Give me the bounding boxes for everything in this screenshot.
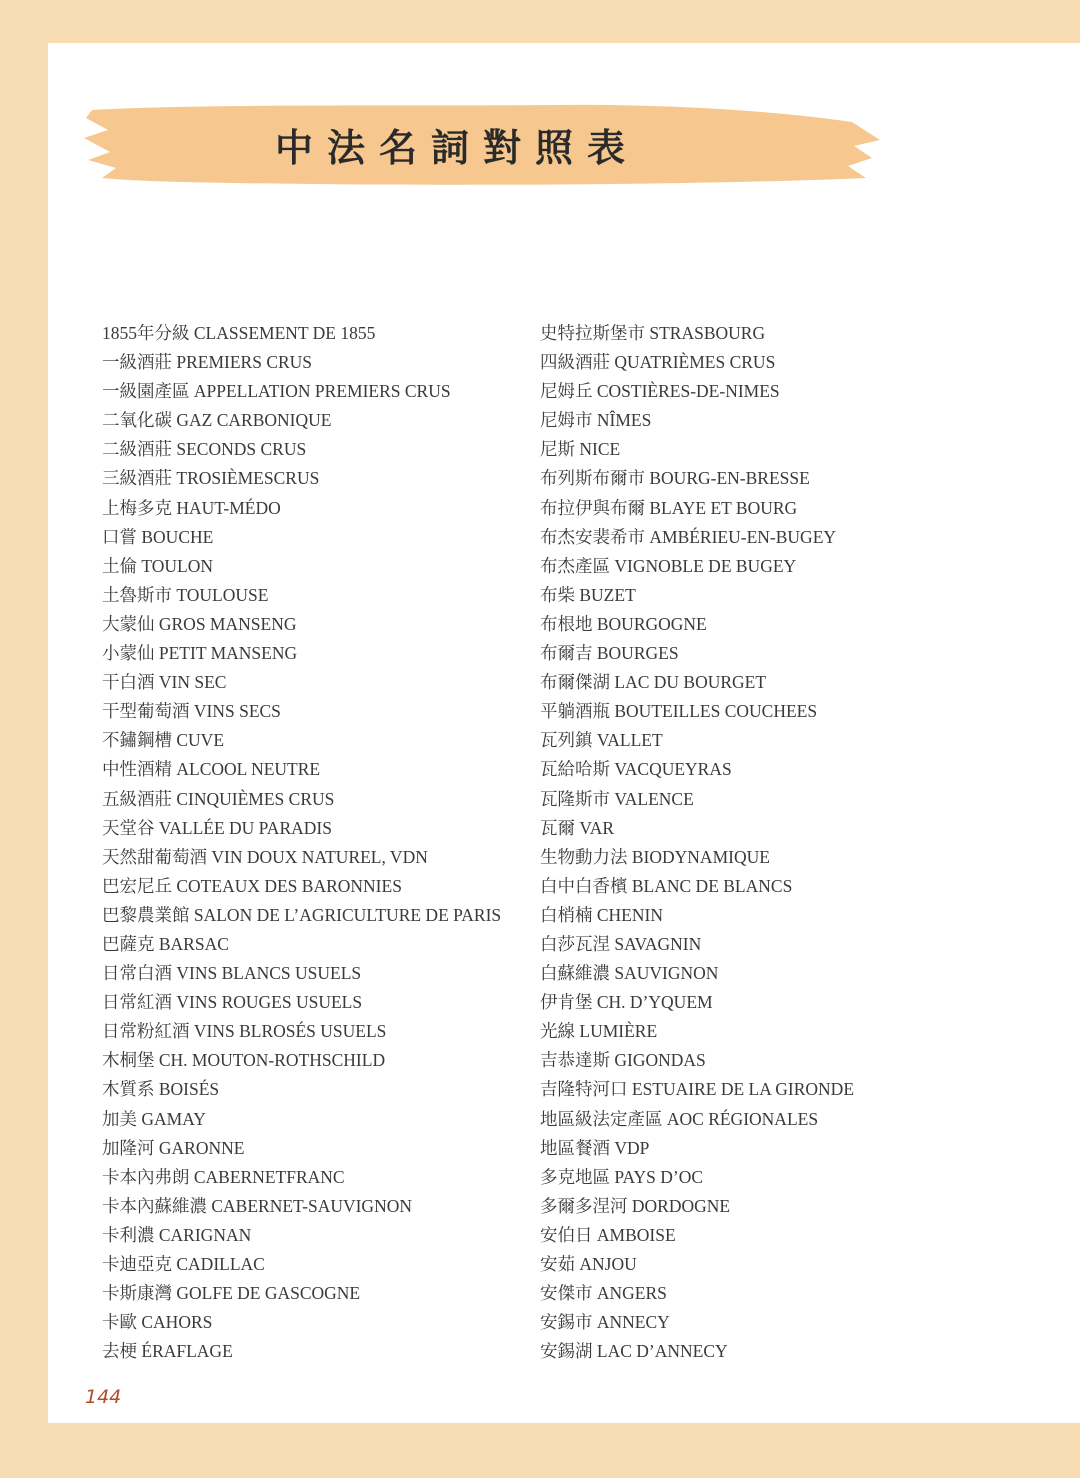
glossary-entry: 瓦給哈斯 VACQUEYRAS (540, 759, 732, 780)
glossary-entry: 四級酒莊 QUATRIÈMES CRUS (540, 352, 776, 373)
glossary-entry: 上梅多克 HAUT-MÉDO (102, 497, 281, 518)
glossary-entry: 中性酒精 ALCOOL NEUTRE (102, 759, 321, 780)
glossary-entry: 口嘗 BOUCHE (102, 526, 214, 547)
glossary-entry: 吉隆特河口 ESTUAIRE DE LA GIRONDE (540, 1079, 855, 1100)
glossary-entry: 安錫市 ANNECY (540, 1312, 670, 1333)
glossary-entry: 天堂谷 VALLÉE DU PARADIS (102, 817, 332, 838)
title-banner (82, 100, 882, 188)
glossary-entry: 日常白酒 VINS BLANCS USUELS (102, 963, 362, 984)
page-number: 144 (85, 1386, 122, 1408)
glossary-entry: 木桐堡 CH. MOUTON-ROTHSCHILD (102, 1050, 386, 1071)
glossary-entry: 伊肯堡 CH. D’YQUEM (540, 992, 713, 1013)
glossary-entry: 巴黎農業館 SALON DE L’AGRICULTURE DE PARIS (102, 904, 502, 925)
glossary-entry: 瓦隆斯市 VALENCE (540, 788, 694, 809)
glossary-entry: 尼斯 NICE (540, 439, 621, 460)
glossary-entry: 白中白香檳 BLANC DE BLANCS (540, 875, 793, 896)
glossary-entry: 多克地區 PAYS D’OC (540, 1166, 704, 1187)
glossary-entry: 干白酒 VIN SEC (102, 672, 227, 693)
glossary-entry: 卡本內弗朗 CABERNETFRANC (102, 1166, 345, 1187)
glossary-entry: 卡本內蘇維濃 CABERNET-SAUVIGNON (102, 1195, 412, 1216)
glossary-entry: 1855年分級 CLASSEMENT DE 1855 (102, 323, 376, 343)
glossary-entry: 吉恭達斯 GIGONDAS (540, 1050, 706, 1071)
glossary-entry: 大蒙仙 GROS MANSENG (102, 613, 297, 634)
glossary-entry: 二級酒莊 SECONDS CRUS (102, 439, 307, 460)
glossary-entry: 史特拉斯堡市 STRASBOURG (540, 323, 766, 343)
glossary-entry: 一級園產區 APPELLATION PREMIERS CRUS (102, 381, 451, 402)
glossary-entry: 天然甜葡萄酒 VIN DOUX NATUREL, VDN (102, 846, 428, 867)
glossary-entry: 干型葡萄酒 VINS SECS (102, 701, 281, 722)
glossary-right-column (540, 319, 980, 1366)
glossary-entry: 卡利濃 CARIGNAN (102, 1224, 252, 1245)
glossary-entry: 安錫湖 LAC D’ANNECY (540, 1341, 728, 1362)
glossary-entry: 卡迪亞克 CADILLAC (102, 1254, 265, 1274)
glossary-entry: 安伯日 AMBOISE (540, 1224, 676, 1245)
glossary-entry: 尼姆市 NÎMES (540, 410, 652, 431)
page-title: 中法名詞對照表 (274, 125, 639, 170)
glossary-entry: 地區餐酒 VDP (540, 1137, 650, 1158)
glossary-entry: 土魯斯市 TOULOUSE (102, 584, 269, 605)
glossary-entry: 布根地 BOURGOGNE (540, 613, 707, 634)
glossary-entry: 日常粉紅酒 VINS BLROSÉS USUELS (102, 1021, 387, 1042)
glossary-entry: 瓦列鎮 VALLET (540, 730, 663, 751)
glossary-entry: 布爾吉 BOURGES (540, 643, 679, 664)
glossary-entry: 五級酒莊 CINQUIÈMES CRUS (102, 788, 335, 809)
glossary-entry: 白梢楠 CHENIN (540, 904, 663, 925)
glossary-entry: 生物動力法 BIODYNAMIQUE (540, 846, 770, 867)
glossary-entry: 瓦爾 VAR (540, 817, 615, 838)
glossary-entry: 多爾多涅河 DORDOGNE (540, 1195, 731, 1216)
glossary-entry: 布柴 BUZET (540, 584, 636, 605)
glossary-entry: 去梗 ÉRAFLAGE (102, 1341, 233, 1362)
glossary-entry: 一級酒莊 PREMIERS CRUS (102, 352, 313, 373)
glossary-entry: 不鏽鋼槽 CUVE (102, 730, 225, 751)
glossary-entry: 白莎瓦涅 SAVAGNIN (540, 933, 702, 954)
glossary-entry: 布拉伊與布爾 BLAYE ET BOURG (540, 497, 798, 518)
glossary-entry: 加隆河 GARONNE (102, 1137, 245, 1158)
glossary-entry: 布杰安裴希市 AMBÉRIEU-EN-BUGEY (540, 526, 837, 547)
glossary-entry: 白蘇維濃 SAUVIGNON (540, 963, 719, 984)
glossary-entry: 日常紅酒 VINS ROUGES USUELS (102, 992, 363, 1013)
glossary-entry: 安傑市 ANGERS (540, 1283, 667, 1304)
glossary-entry: 土倫 TOULON (102, 555, 213, 576)
glossary-entry: 巴薩克 BARSAC (102, 933, 229, 954)
glossary-entry: 地區級法定產區 AOC RÉGIONALES (540, 1108, 819, 1129)
glossary-entry: 光線 LUMIÈRE (540, 1021, 658, 1042)
glossary-entry: 卡斯康灣 GOLFE DE GASCOGNE (102, 1283, 361, 1304)
glossary-entry: 卡歐 CAHORS (102, 1312, 213, 1333)
glossary-entry: 加美 GAMAY (102, 1108, 206, 1129)
glossary-entry: 平躺酒瓶 BOUTEILLES COUCHEES (540, 701, 818, 722)
glossary-entry: 安茹 ANJOU (540, 1254, 637, 1274)
glossary-left-column (102, 319, 522, 1366)
glossary-entry: 尼姆丘 COSTIÈRES-DE-NIMES (540, 381, 780, 402)
glossary-entry: 巴宏尼丘 COTEAUX DES BARONNIES (102, 875, 402, 896)
glossary-entry: 小蒙仙 PETIT MANSENG (102, 643, 298, 664)
glossary-entry: 布杰產區 VIGNOBLE DE BUGEY (540, 555, 797, 576)
glossary-entry: 布爾傑湖 LAC DU BOURGET (540, 672, 767, 693)
glossary-entry: 木質系 BOISÉS (102, 1079, 220, 1100)
glossary-entry: 三級酒莊 TROSIÈMESCRUS (102, 468, 320, 489)
glossary-entry: 二氧化碳 GAZ CARBONIQUE (102, 410, 332, 431)
glossary-entry: 布列斯布爾市 BOURG-EN-BRESSE (540, 468, 810, 489)
